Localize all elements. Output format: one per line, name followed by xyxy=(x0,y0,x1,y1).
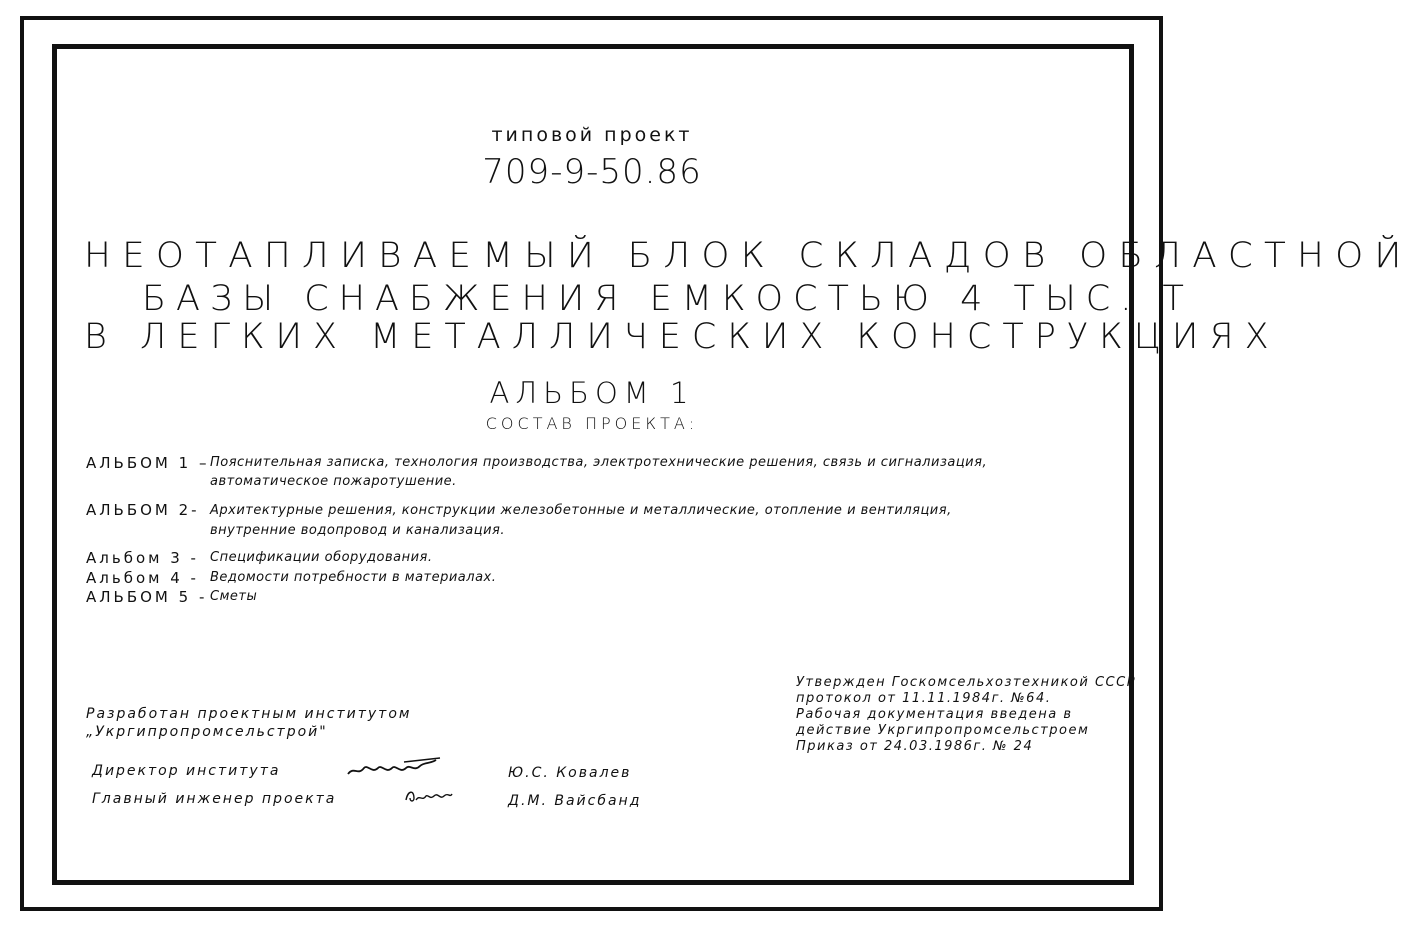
director-position: Директор института xyxy=(92,763,281,779)
album-5-line-1: Сметы xyxy=(210,589,258,604)
developer-line-1: Разработан проектным институтом xyxy=(86,706,412,722)
chief-engineer-name: Д.М. Вайсбанд xyxy=(508,793,642,809)
album-1-label: АЛЬБОМ 1 – xyxy=(86,454,210,472)
album-1-line-2: автоматическое пожаротушение. xyxy=(210,474,457,489)
approval-line-3: Рабочая документация введена в xyxy=(796,707,1073,722)
album-2-line-2: внутренние водопровод и канализация. xyxy=(210,523,506,538)
album-4-line-1: Ведомости потребности в материалах. xyxy=(210,570,497,585)
approval-line-5: Приказ от 24.03.1986г. № 24 xyxy=(796,739,1034,754)
album-2-line-1: Архитектурные решения, конструкции железобетонные и металлические, отопление и вентиляция, xyxy=(210,503,952,518)
project-number: 709-9-50.86 xyxy=(482,152,702,192)
album-3-label: Альбом 3 - xyxy=(86,549,199,567)
album-2-label: АЛЬБОМ 2- xyxy=(86,501,200,519)
album-heading: АЛЬБОМ 1 xyxy=(489,376,695,410)
album-4-label: Альбом 4 - xyxy=(86,569,199,587)
approval-line-1: Утвержден Госкомсельхозтехникой СССР xyxy=(796,675,1137,690)
title-line-3: В ЛЕГКИХ МЕТАЛЛИЧЕСКИХ КОНСТРУКЦИЯХ xyxy=(84,317,1280,357)
title-line-2: БАЗЫ СНАБЖЕНИЯ ЕМКОСТЬЮ 4 ТЫС. Т xyxy=(142,279,1194,319)
project-type-label: типовой проект xyxy=(491,124,693,146)
approval-line-4: действие Укргипропромсельстроем xyxy=(796,723,1090,738)
approval-line-2: протокол от 11.11.1984г. №64. xyxy=(796,691,1052,706)
developer-line-2: „Укргипропромсельстрой" xyxy=(86,724,328,740)
chief-engineer-position: Главный инженер проекта xyxy=(92,791,337,807)
contents-heading: СОСТАВ ПРОЕКТА: xyxy=(485,414,699,433)
album-3-line-1: Спецификации оборудования. xyxy=(210,550,433,565)
album-5-label: АЛЬБОМ 5 - xyxy=(86,588,208,606)
album-1-line-1: Пояснительная записка, технология производства, электротехнические решения, связь и сигнализация, xyxy=(210,455,988,470)
signature-chief-engineer-icon xyxy=(402,786,456,806)
director-name: Ю.С. Ковалев xyxy=(508,765,632,781)
signature-director-icon xyxy=(344,756,444,780)
title-line-1: НЕОТАПЛИВАЕМЫЙ БЛОК СКЛАДОВ ОБЛАСТНОЙ xyxy=(84,236,1413,276)
